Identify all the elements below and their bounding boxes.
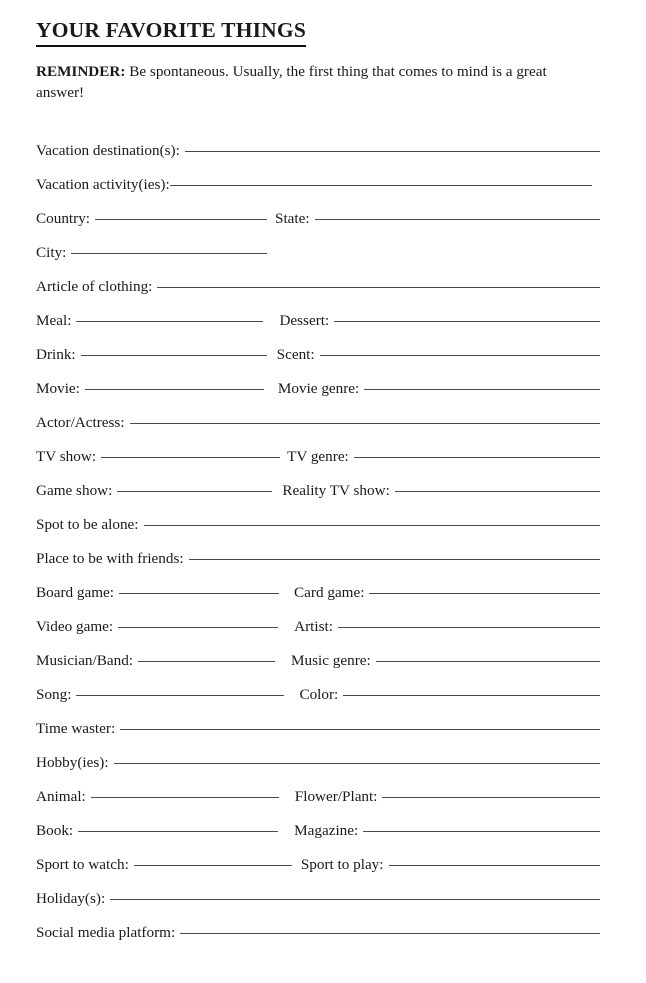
- form-row-holidays: [36, 890, 602, 924]
- input-animal[interactable]: [91, 797, 279, 798]
- input-card-game[interactable]: [369, 593, 600, 594]
- label-drink: Drink:: [36, 345, 76, 363]
- input-color[interactable]: [343, 695, 600, 696]
- label-book: Book:: [36, 821, 74, 839]
- label-magazine: Magazine:: [294, 821, 359, 839]
- field-hobbies: [36, 754, 602, 772]
- field-tv-show: [36, 448, 282, 466]
- label-reality-tv-show: Reality TV show:: [282, 481, 390, 499]
- field-color: [299, 686, 602, 704]
- input-spot-to-be-alone[interactable]: [144, 525, 600, 526]
- form-row-meal-dessert: [36, 312, 602, 346]
- input-hobbies[interactable]: [114, 763, 600, 764]
- input-sport-to-play[interactable]: [389, 865, 601, 866]
- field-animal: [36, 788, 281, 806]
- label-social-media-platform: Social media platform:: [36, 923, 176, 941]
- field-game-show: [36, 482, 274, 500]
- form-row-sport-watch-play: [36, 856, 602, 890]
- field-sport-to-play: [301, 856, 602, 874]
- form-row-tv-show-genre: [36, 448, 602, 482]
- input-actor-actress[interactable]: [130, 423, 600, 424]
- form-row-country-state: [36, 210, 602, 244]
- field-video-game: [36, 618, 280, 636]
- document-content: [36, 18, 602, 958]
- input-board-game[interactable]: [119, 593, 279, 594]
- form-row-time-waster: [36, 720, 602, 754]
- input-scent[interactable]: [320, 355, 600, 356]
- input-game-show[interactable]: [117, 491, 272, 492]
- input-state[interactable]: [315, 219, 600, 220]
- label-artist: Artist:: [294, 617, 333, 635]
- input-country[interactable]: [95, 219, 267, 220]
- form-row-vacation-destinations: [36, 142, 602, 176]
- input-book[interactable]: [78, 831, 278, 832]
- field-song: [36, 686, 286, 704]
- label-state: State:: [275, 209, 310, 227]
- form-row-song-color: [36, 686, 602, 720]
- form-row-vacation-activities: [36, 176, 602, 210]
- field-scent: [277, 346, 602, 364]
- input-tv-show[interactable]: [101, 457, 280, 458]
- field-time-waster: [36, 720, 602, 738]
- input-social-media-platform[interactable]: [180, 933, 600, 934]
- label-dessert: Dessert:: [279, 311, 330, 329]
- form-row-video-game-artist: [36, 618, 602, 652]
- input-movie-genre[interactable]: [364, 389, 600, 390]
- label-vacation-destinations: Vacation destination(s):: [36, 141, 180, 159]
- form-row-drink-scent: [36, 346, 602, 380]
- field-flower-plant: [295, 788, 602, 806]
- field-meal: [36, 312, 265, 330]
- label-movie-genre: Movie genre:: [277, 379, 360, 397]
- form-row-article-of-clothing: [36, 278, 602, 312]
- label-song: Song:: [36, 685, 72, 703]
- reminder-paragraph: [36, 61, 598, 104]
- label-sport-to-play: Sport to play:: [300, 855, 384, 873]
- input-reality-tv-show[interactable]: [395, 491, 600, 492]
- field-holidays: [36, 890, 602, 908]
- input-flower-plant[interactable]: [382, 797, 600, 798]
- form-row-animal-flower: [36, 788, 602, 822]
- label-tv-show: TV show:: [36, 447, 97, 465]
- label-card-game: Card game:: [294, 583, 365, 601]
- field-country: [36, 210, 269, 228]
- label-scent: Scent:: [276, 345, 315, 363]
- field-musician-band: [36, 652, 277, 670]
- label-video-game: Video game:: [36, 617, 114, 635]
- input-vacation-destinations[interactable]: [185, 151, 600, 152]
- input-tv-genre[interactable]: [354, 457, 600, 458]
- label-article-of-clothing: Article of clothing:: [36, 277, 153, 295]
- field-social-media-platform: [36, 924, 602, 942]
- form-row-city: [36, 244, 602, 278]
- input-vacation-activities[interactable]: [170, 185, 592, 186]
- label-game-show: Game show:: [36, 481, 113, 499]
- label-animal: Animal:: [36, 787, 86, 805]
- form-row-actor-actress: [36, 414, 602, 448]
- label-holidays: Holiday(s):: [36, 889, 106, 907]
- field-actor-actress: [36, 414, 602, 432]
- input-holidays[interactable]: [110, 899, 600, 900]
- label-flower-plant: Flower/Plant:: [294, 787, 378, 805]
- label-country: Country:: [36, 209, 91, 227]
- input-artist[interactable]: [338, 627, 600, 628]
- input-video-game[interactable]: [118, 627, 278, 628]
- field-tv-genre: [287, 448, 602, 466]
- input-time-waster[interactable]: [120, 729, 600, 730]
- field-spot-to-be-alone: [36, 516, 602, 534]
- form-row-movie-genre: [36, 380, 602, 414]
- field-place-with-friends: [36, 550, 602, 568]
- form-row-spot-to-be-alone: [36, 516, 602, 550]
- label-movie: Movie:: [36, 379, 80, 397]
- form-field-list: [36, 142, 602, 958]
- label-tv-genre: TV genre:: [287, 447, 349, 465]
- label-music-genre: Music genre:: [291, 651, 371, 669]
- field-board-game: [36, 584, 281, 602]
- input-place-with-friends[interactable]: [189, 559, 600, 560]
- field-state: [275, 210, 602, 228]
- input-meal[interactable]: [76, 321, 263, 322]
- field-dessert: [279, 312, 602, 330]
- field-card-game: [294, 584, 602, 602]
- label-sport-to-watch: Sport to watch:: [36, 855, 129, 873]
- label-city: City:: [36, 243, 67, 261]
- input-movie[interactable]: [85, 389, 264, 390]
- label-time-waster: Time waster:: [36, 719, 116, 737]
- label-spot-to-be-alone: Spot to be alone:: [36, 515, 139, 533]
- field-artist: [294, 618, 602, 636]
- field-sport-to-watch: [36, 856, 294, 874]
- label-place-with-friends: Place to be with friends:: [36, 549, 184, 567]
- label-color: Color:: [299, 685, 339, 703]
- field-music-genre: [291, 652, 602, 670]
- field-vacation-activities: [36, 176, 602, 194]
- reminder-label: REMINDER:: [36, 62, 126, 80]
- input-drink[interactable]: [81, 355, 267, 356]
- field-reality-tv-show: [282, 482, 602, 500]
- form-row-game-show-reality: [36, 482, 602, 516]
- form-row-social-media-platform: [36, 924, 602, 958]
- form-row-board-card-game: [36, 584, 602, 618]
- label-meal: Meal:: [36, 311, 72, 329]
- field-city: [36, 244, 269, 262]
- label-hobbies: Hobby(ies):: [36, 753, 109, 771]
- input-city[interactable]: [71, 253, 267, 254]
- input-musician-band[interactable]: [138, 661, 275, 662]
- input-dessert[interactable]: [334, 321, 600, 322]
- field-drink: [36, 346, 269, 364]
- field-magazine: [294, 822, 602, 840]
- input-song[interactable]: [76, 695, 284, 696]
- form-row-hobbies: [36, 754, 602, 788]
- label-musician-band: Musician/Band:: [36, 651, 134, 669]
- input-music-genre[interactable]: [376, 661, 600, 662]
- reminder-text: Be spontaneous. Usually, the first thing that comes to mind is a great answer!: [36, 62, 547, 102]
- form-row-place-with-friends: [36, 550, 602, 584]
- input-magazine[interactable]: [363, 831, 600, 832]
- label-actor-actress: Actor/Actress:: [36, 413, 125, 431]
- input-article-of-clothing[interactable]: [157, 287, 600, 288]
- label-board-game: Board game:: [36, 583, 115, 601]
- form-row-musician-music-genre: [36, 652, 602, 686]
- field-movie-genre: [278, 380, 602, 398]
- field-vacation-destinations: [36, 142, 602, 160]
- page-title: YOUR FAVORITE THINGS: [36, 18, 306, 47]
- form-row-book-magazine: [36, 822, 602, 856]
- field-book: [36, 822, 280, 840]
- field-movie: [36, 380, 266, 398]
- label-vacation-activities: Vacation activity(ies):: [36, 175, 170, 193]
- field-article-of-clothing: [36, 278, 602, 296]
- input-sport-to-watch[interactable]: [134, 865, 292, 866]
